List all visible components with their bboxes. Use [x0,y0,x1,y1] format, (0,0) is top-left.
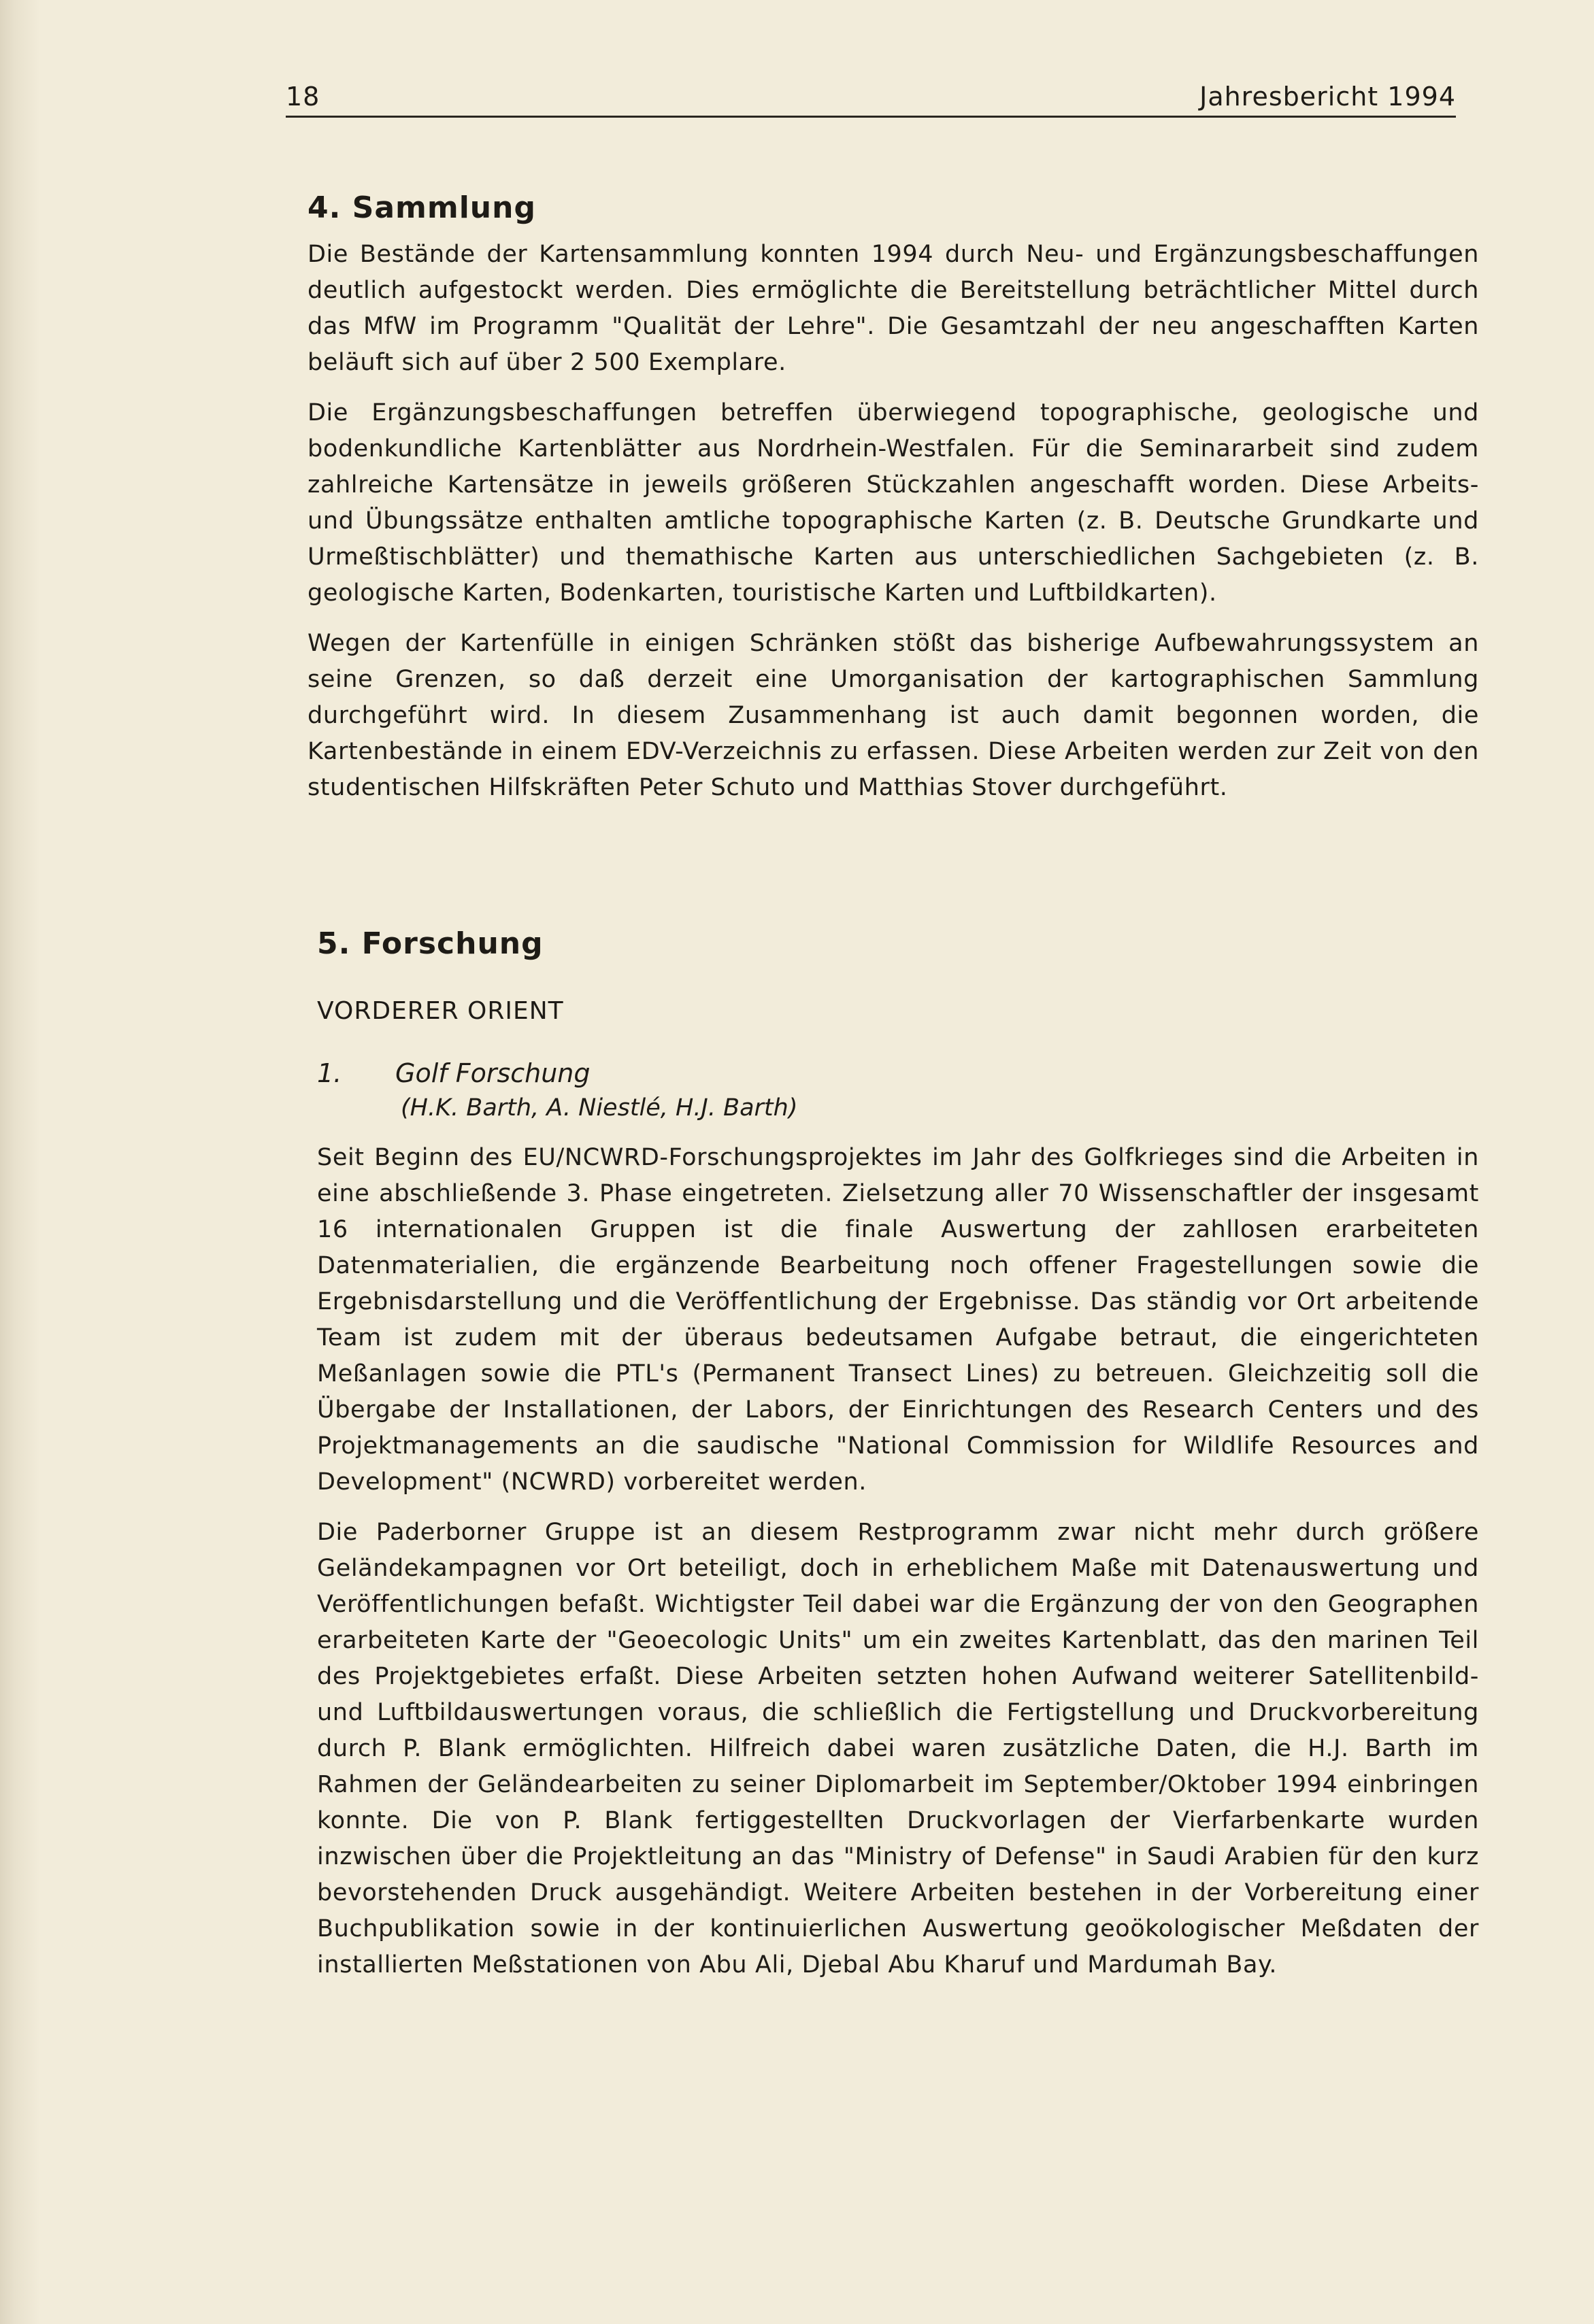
forschung-paragraph-1: Seit Beginn des EU/NCWRD-Forschungsprojektes im Jahr des Golfkrieges sind die Arbeiten in eine abschließende 3. Phase eingetreten. Zielsetzung aller 70 Wissenschaftler der insgesamt 16 internationalen Gruppen ist die finale Auswertung der zahllosen erarbeiteten Datenmaterialien, die ergänzende Bearbeitung noch offener Fragestellungen sowie die Ergebnisdarstellung und die Veröffentlichung der Ergebnisse. Das ständig vor Ort arbeitende Team ist zudem mit der überaus bedeutsamen Aufgabe betraut, die eingerichteten Meßanlagen sowie die PTL's (Permanent Transect Lines) zu betreuen. Gleichzeitig soll die Übergabe der Installationen, der Labors, der Einrichtungen des Research Centers und des Projektmanagements an die saudische "National Commission for Wildlife Resources and Development" (NCWRD) vorbereitet werden. [317,1144,1479,1496]
page-header [286,73,1456,118]
project-authors: (H.K. Barth, A. Niestlé, H.J. Barth) [401,1094,798,1122]
sammlung-paragraph-3: Wegen der Kartenfülle in einigen Schränken stößt das bisherige Aufbewahrungssystem an seine Grenzen, so daß derzeit eine Umorganisation der kartographischen Sammlung durchgeführt wird. In diesem Zusammenhang ist auch damit begonnen worden, die Kartenbestände in einem EDV-Verzeichnis zu erfassen. Diese Arbeiten werden zur Zeit von den studentischen Hilfskräften Peter Schuto und Matthias Stover durchgeführt. [308,630,1479,801]
sammlung-paragraph-1: Die Bestände der Kartensammlung konnten 1994 durch Neu- und Ergänzungsbeschaffungen deutlich aufgestockt werden. Dies ermöglichte die Bereitstellung beträchtlicher Mittel durch das MfW im Programm "Qualität der Lehre". Die Gesamtzahl der neu angeschafften Karten beläuft sich auf über 2 500 Exemplare. [308,241,1479,376]
section-sammlung [308,189,1479,806]
running-title: Jahresbericht 1994 [1199,82,1456,112]
section-heading-forschung: 5. Forschung [317,926,544,961]
forschung-paragraph-2: Die Paderborner Gruppe ist an diesem Restprogramm zwar nicht mehr durch größere Geländekampagnen vor Ort beteiligt, doch in erheblichem Maße mit Datenauswertung und Veröffentlichungen befaßt. Wichtigster Teil dabei war die Ergänzung der von den Geographen erarbeiteten Karte der "Geoecologic Units" um ein zweites Kartenblatt, das den marinen Teil des Projektgebietes erfaßt. Diese Arbeiten setzten hohen Aufwand weiterer Satellitenbild- und Luftbildauswertungen voraus, die schließlich die Fertigstellung und Druckvorbereitung durch P. Blank ermöglichten. Hilfreich dabei waren zusätzliche Daten, die H.J. Barth im Rahmen der Geländearbeiten zu seiner Diplomarbeit im September/Oktober 1994 einbringen konnte. Die von P. Blank fertiggestellten Druckvorlagen der Vierfarbenkarte wurden inzwischen über die Projektleitung an das "Ministry of Defense" in Saudi Arabien für den kurz bevorstehenden Druck ausgehändigt. Weitere Arbeiten bestehen in der Vorbereitung einer Buchpublikation sowie in der kontinuierlichen Auswertung geoökologischer Meßdaten der installierten Meßstationen von Abu Ali, Djebal Abu Kharuf und Mardumah Bay. [317,1519,1479,1978]
region-subheading: VORDERER ORIENT [317,997,564,1025]
section-heading-sammlung: 4. Sammlung [308,190,536,225]
page-binding-edge [0,0,41,2324]
page-number: 18 [286,82,320,112]
project-number: 1. [317,1058,342,1088]
project-title-line [317,1056,1479,1091]
project-title: Golf Forschung [395,1058,591,1088]
sammlung-paragraph-2: Die Ergänzungsbeschaffungen betreffen überwiegend topographische, geologische und bodenkundliche Kartenblätter aus Nordrhein-Westfalen. Für die Seminararbeit sind zudem zahlreiche Kartensätze in jeweils größeren Stückzahlen angeschafft worden. Diese Arbeits- und Übungssätze enthalten amtliche topographische Karten (z. B. Deutsche Grundkarte und Urmeßtischblätter) und themathische Karten aus unterschiedlichen Sachgebieten (z. B. geologische Karten, Bodenkarten, touristische Karten und Luftbildkarten). [308,399,1479,607]
section-forschung [317,925,1479,1983]
